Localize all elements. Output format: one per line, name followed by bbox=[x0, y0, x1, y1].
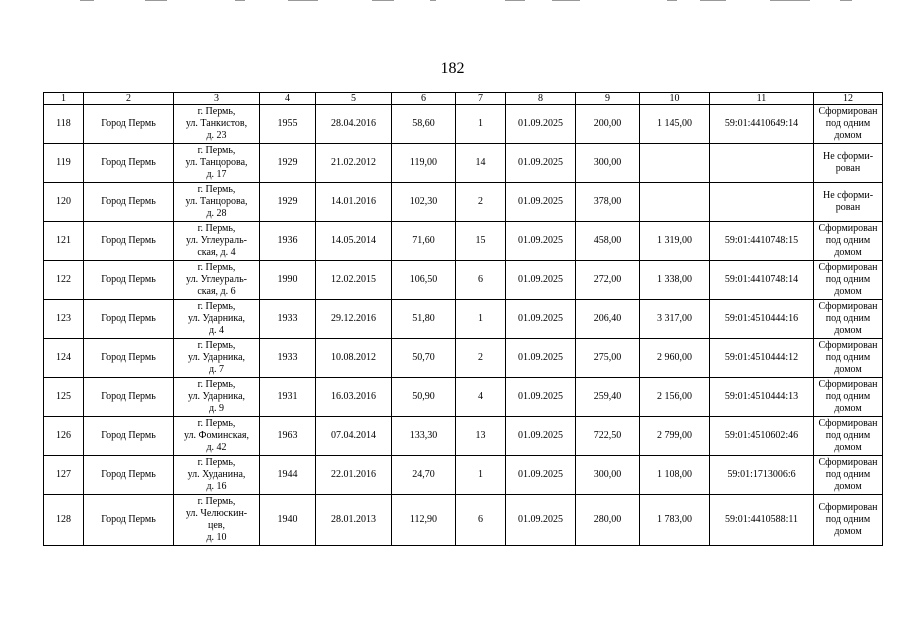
address-line: ул. Фоминская, bbox=[184, 430, 249, 441]
address-line: ул. Углеураль- bbox=[186, 274, 247, 285]
status-cell bbox=[814, 417, 883, 456]
area-cell: 102,30 bbox=[392, 183, 456, 222]
amount-cell: 206,40 bbox=[576, 300, 640, 339]
address-line: д. 16 bbox=[206, 481, 227, 492]
amount-cell: 458,00 bbox=[576, 222, 640, 261]
date-cell: 14.05.2014 bbox=[316, 222, 392, 261]
cost-cell: 1 108,00 bbox=[640, 456, 710, 495]
date-cell: 14.01.2016 bbox=[316, 183, 392, 222]
status-line: под одним bbox=[825, 235, 871, 246]
address-line: ул. Ударника, bbox=[187, 352, 246, 363]
area-cell: 50,90 bbox=[392, 378, 456, 417]
date2-cell: 01.09.2025 bbox=[506, 456, 576, 495]
column-header: 10 bbox=[640, 93, 710, 105]
year-cell: 1931 bbox=[260, 378, 316, 417]
address-line: г. Пермь, bbox=[197, 457, 236, 468]
year-cell: 1963 bbox=[260, 417, 316, 456]
header-row bbox=[44, 93, 883, 105]
status-cell bbox=[814, 456, 883, 495]
city-cell: Город Пермь bbox=[84, 300, 174, 339]
table-row bbox=[44, 495, 883, 546]
status-line: под одним bbox=[825, 313, 871, 324]
date-cell: 12.02.2015 bbox=[316, 261, 392, 300]
row-number-cell: 120 bbox=[44, 183, 84, 222]
count-cell: 2 bbox=[456, 339, 506, 378]
address-cell bbox=[174, 105, 260, 144]
cost-cell: 3 317,00 bbox=[640, 300, 710, 339]
table-row bbox=[44, 105, 883, 144]
status-line: под одним bbox=[825, 118, 871, 129]
address-line: г. Пермь, bbox=[197, 106, 236, 117]
address-line: ул. Челюскин- bbox=[185, 508, 248, 519]
city-cell: Город Пермь bbox=[84, 144, 174, 183]
year-cell: 1933 bbox=[260, 300, 316, 339]
status-line: рован bbox=[835, 163, 861, 174]
cadastral-number-cell: 59:01:4410748:14 bbox=[710, 261, 814, 300]
area-cell: 50,70 bbox=[392, 339, 456, 378]
year-cell: 1929 bbox=[260, 183, 316, 222]
date2-cell: 01.09.2025 bbox=[506, 105, 576, 144]
row-number-cell: 119 bbox=[44, 144, 84, 183]
amount-cell: 259,40 bbox=[576, 378, 640, 417]
status-line: домом bbox=[834, 130, 862, 141]
amount-cell: 300,00 bbox=[576, 144, 640, 183]
table-row bbox=[44, 456, 883, 495]
status-cell bbox=[814, 144, 883, 183]
count-cell: 15 bbox=[456, 222, 506, 261]
count-cell: 1 bbox=[456, 300, 506, 339]
cadastral-number-cell: 59:01:4410588:11 bbox=[710, 495, 814, 546]
status-line: домом bbox=[834, 403, 862, 414]
status-cell bbox=[814, 105, 883, 144]
status-line: под одним bbox=[825, 391, 871, 402]
amount-cell: 272,00 bbox=[576, 261, 640, 300]
status-line: Сформирован bbox=[818, 379, 878, 390]
count-cell: 1 bbox=[456, 456, 506, 495]
column-header: 11 bbox=[710, 93, 814, 105]
address-line: ул. Ударника, bbox=[187, 391, 246, 402]
date-cell: 29.12.2016 bbox=[316, 300, 392, 339]
cost-cell: 2 156,00 bbox=[640, 378, 710, 417]
address-line: г. Пермь, bbox=[197, 379, 236, 390]
status-line: Не сформи- bbox=[822, 151, 874, 162]
count-cell: 1 bbox=[456, 105, 506, 144]
date2-cell: 01.09.2025 bbox=[506, 495, 576, 546]
date2-cell: 01.09.2025 bbox=[506, 417, 576, 456]
status-line: рован bbox=[835, 202, 861, 213]
area-cell: 58,60 bbox=[392, 105, 456, 144]
year-cell: 1955 bbox=[260, 105, 316, 144]
address-line: г. Пермь, bbox=[197, 184, 236, 195]
row-number-cell: 124 bbox=[44, 339, 84, 378]
count-cell: 2 bbox=[456, 183, 506, 222]
status-line: под одним bbox=[825, 274, 871, 285]
status-line: под одним bbox=[825, 430, 871, 441]
amount-cell: 200,00 bbox=[576, 105, 640, 144]
table-row bbox=[44, 144, 883, 183]
city-cell: Город Пермь bbox=[84, 378, 174, 417]
address-cell bbox=[174, 495, 260, 546]
status-line: Сформирован bbox=[818, 301, 878, 312]
cadastral-number-cell: 59:01:4510444:12 bbox=[710, 339, 814, 378]
date2-cell: 01.09.2025 bbox=[506, 222, 576, 261]
area-cell: 112,90 bbox=[392, 495, 456, 546]
address-line: д. 7 bbox=[208, 364, 225, 375]
city-cell: Город Пермь bbox=[84, 495, 174, 546]
column-header: 2 bbox=[84, 93, 174, 105]
status-cell bbox=[814, 495, 883, 546]
cadastral-number-cell bbox=[710, 144, 814, 183]
city-cell: Город Пермь bbox=[84, 339, 174, 378]
address-line: ул. Худанина, bbox=[187, 469, 246, 480]
city-cell: Город Пермь bbox=[84, 261, 174, 300]
address-line: г. Пермь, bbox=[197, 340, 236, 351]
table-row bbox=[44, 300, 883, 339]
cadastral-number-cell: 59:01:4410748:15 bbox=[710, 222, 814, 261]
cost-cell: 1 783,00 bbox=[640, 495, 710, 546]
status-line: домом bbox=[834, 481, 862, 492]
status-line: Сформирован bbox=[818, 340, 878, 351]
address-cell bbox=[174, 300, 260, 339]
column-header: 9 bbox=[576, 93, 640, 105]
status-cell bbox=[814, 261, 883, 300]
date-cell: 22.01.2016 bbox=[316, 456, 392, 495]
area-cell: 24,70 bbox=[392, 456, 456, 495]
table-row bbox=[44, 417, 883, 456]
table-row bbox=[44, 183, 883, 222]
column-header: 1 bbox=[44, 93, 84, 105]
city-cell: Город Пермь bbox=[84, 222, 174, 261]
cadastral-number-cell: 59:01:4510444:16 bbox=[710, 300, 814, 339]
column-header: 5 bbox=[316, 93, 392, 105]
table-row bbox=[44, 222, 883, 261]
page-number: 182 bbox=[440, 60, 465, 77]
count-cell: 4 bbox=[456, 378, 506, 417]
city-cell: Город Пермь bbox=[84, 183, 174, 222]
address-cell bbox=[174, 183, 260, 222]
status-line: домом bbox=[834, 286, 862, 297]
city-cell: Город Пермь bbox=[84, 456, 174, 495]
status-line: домом bbox=[834, 526, 862, 537]
city-cell: Город Пермь bbox=[84, 105, 174, 144]
address-line: г. Пермь, bbox=[197, 301, 236, 312]
status-line: домом bbox=[834, 364, 862, 375]
column-header: 8 bbox=[506, 93, 576, 105]
date2-cell: 01.09.2025 bbox=[506, 261, 576, 300]
address-line: цев, bbox=[207, 520, 225, 531]
cost-cell: 1 145,00 bbox=[640, 105, 710, 144]
status-line: под одним bbox=[825, 514, 871, 525]
address-cell bbox=[174, 222, 260, 261]
address-line: ул. Танцорова, bbox=[185, 196, 248, 207]
date2-cell: 01.09.2025 bbox=[506, 300, 576, 339]
cadastral-number-cell: 59:01:4410649:14 bbox=[710, 105, 814, 144]
table-row bbox=[44, 378, 883, 417]
address-line: ул. Ударника, bbox=[187, 313, 246, 324]
address-cell bbox=[174, 417, 260, 456]
row-number-cell: 128 bbox=[44, 495, 84, 546]
cadastral-number-cell: 59:01:4510444:13 bbox=[710, 378, 814, 417]
row-number-cell: 121 bbox=[44, 222, 84, 261]
year-cell: 1944 bbox=[260, 456, 316, 495]
cost-cell: 1 319,00 bbox=[640, 222, 710, 261]
count-cell: 13 bbox=[456, 417, 506, 456]
date2-cell: 01.09.2025 bbox=[506, 378, 576, 417]
row-number-cell: 123 bbox=[44, 300, 84, 339]
status-cell bbox=[814, 339, 883, 378]
address-line: д. 23 bbox=[206, 130, 227, 141]
status-line: Сформирован bbox=[818, 457, 878, 468]
status-line: Сформирован bbox=[818, 106, 878, 117]
date-cell: 16.03.2016 bbox=[316, 378, 392, 417]
status-line: под одним bbox=[825, 469, 871, 480]
column-header: 7 bbox=[456, 93, 506, 105]
status-line: домом bbox=[834, 247, 862, 258]
scan-edge-marks bbox=[0, 0, 905, 4]
address-line: д. 17 bbox=[206, 169, 227, 180]
address-line: д. 9 bbox=[208, 403, 225, 414]
cadastral-number-cell bbox=[710, 183, 814, 222]
year-cell: 1940 bbox=[260, 495, 316, 546]
area-cell: 133,30 bbox=[392, 417, 456, 456]
status-cell bbox=[814, 222, 883, 261]
table-row bbox=[44, 261, 883, 300]
date-cell: 28.04.2016 bbox=[316, 105, 392, 144]
amount-cell: 378,00 bbox=[576, 183, 640, 222]
date-cell: 21.02.2012 bbox=[316, 144, 392, 183]
year-cell: 1929 bbox=[260, 144, 316, 183]
address-line: г. Пермь, bbox=[197, 262, 236, 273]
status-line: Сформирован bbox=[818, 502, 878, 513]
row-number-cell: 122 bbox=[44, 261, 84, 300]
address-line: ул. Танцорова, bbox=[185, 157, 248, 168]
address-line: д. 28 bbox=[206, 208, 227, 219]
city-cell: Город Пермь bbox=[84, 417, 174, 456]
status-cell bbox=[814, 378, 883, 417]
column-header: 6 bbox=[392, 93, 456, 105]
column-header: 4 bbox=[260, 93, 316, 105]
date2-cell: 01.09.2025 bbox=[506, 183, 576, 222]
address-line: г. Пермь, bbox=[197, 496, 236, 507]
status-line: под одним bbox=[825, 352, 871, 363]
status-line: Не сформи- bbox=[822, 190, 874, 201]
address-line: г. Пермь, bbox=[197, 223, 236, 234]
year-cell: 1933 bbox=[260, 339, 316, 378]
count-cell: 6 bbox=[456, 261, 506, 300]
row-number-cell: 125 bbox=[44, 378, 84, 417]
amount-cell: 300,00 bbox=[576, 456, 640, 495]
area-cell: 51,80 bbox=[392, 300, 456, 339]
cadastral-number-cell: 59:01:4510602:46 bbox=[710, 417, 814, 456]
year-cell: 1936 bbox=[260, 222, 316, 261]
date-cell: 07.04.2014 bbox=[316, 417, 392, 456]
status-line: Сформирован bbox=[818, 262, 878, 273]
address-line: г. Пермь, bbox=[197, 418, 236, 429]
address-cell bbox=[174, 456, 260, 495]
status-line: домом bbox=[834, 325, 862, 336]
status-cell bbox=[814, 183, 883, 222]
amount-cell: 722,50 bbox=[576, 417, 640, 456]
address-cell bbox=[174, 261, 260, 300]
count-cell: 6 bbox=[456, 495, 506, 546]
date2-cell: 01.09.2025 bbox=[506, 339, 576, 378]
area-cell: 119,00 bbox=[392, 144, 456, 183]
cost-cell: 2 960,00 bbox=[640, 339, 710, 378]
status-cell bbox=[814, 300, 883, 339]
table-row bbox=[44, 339, 883, 378]
column-header: 12 bbox=[814, 93, 883, 105]
date-cell: 28.01.2013 bbox=[316, 495, 392, 546]
area-cell: 106,50 bbox=[392, 261, 456, 300]
cost-cell bbox=[640, 183, 710, 222]
address-line: д. 10 bbox=[206, 532, 227, 543]
address-line: д. 42 bbox=[206, 442, 227, 453]
housing-register-table bbox=[43, 92, 883, 546]
count-cell: 14 bbox=[456, 144, 506, 183]
address-line: ул. Углеураль- bbox=[186, 235, 247, 246]
status-line: Сформирован bbox=[818, 418, 878, 429]
address-cell bbox=[174, 339, 260, 378]
address-line: ская, д. 6 bbox=[197, 286, 236, 297]
address-line: ул. Танкистов, bbox=[185, 118, 248, 129]
status-line: домом bbox=[834, 442, 862, 453]
table-body bbox=[44, 105, 883, 546]
column-header: 3 bbox=[174, 93, 260, 105]
address-cell bbox=[174, 378, 260, 417]
year-cell: 1990 bbox=[260, 261, 316, 300]
amount-cell: 280,00 bbox=[576, 495, 640, 546]
address-cell bbox=[174, 144, 260, 183]
date-cell: 10.08.2012 bbox=[316, 339, 392, 378]
date2-cell: 01.09.2025 bbox=[506, 144, 576, 183]
amount-cell: 275,00 bbox=[576, 339, 640, 378]
row-number-cell: 126 bbox=[44, 417, 84, 456]
cost-cell bbox=[640, 144, 710, 183]
area-cell: 71,60 bbox=[392, 222, 456, 261]
cost-cell: 2 799,00 bbox=[640, 417, 710, 456]
row-number-cell: 127 bbox=[44, 456, 84, 495]
row-number-cell: 118 bbox=[44, 105, 84, 144]
status-line: Сформирован bbox=[818, 223, 878, 234]
cost-cell: 1 338,00 bbox=[640, 261, 710, 300]
address-line: ская, д. 4 bbox=[197, 247, 236, 258]
address-line: г. Пермь, bbox=[197, 145, 236, 156]
cadastral-number-cell: 59:01:1713006:6 bbox=[710, 456, 814, 495]
address-line: д. 4 bbox=[208, 325, 225, 336]
